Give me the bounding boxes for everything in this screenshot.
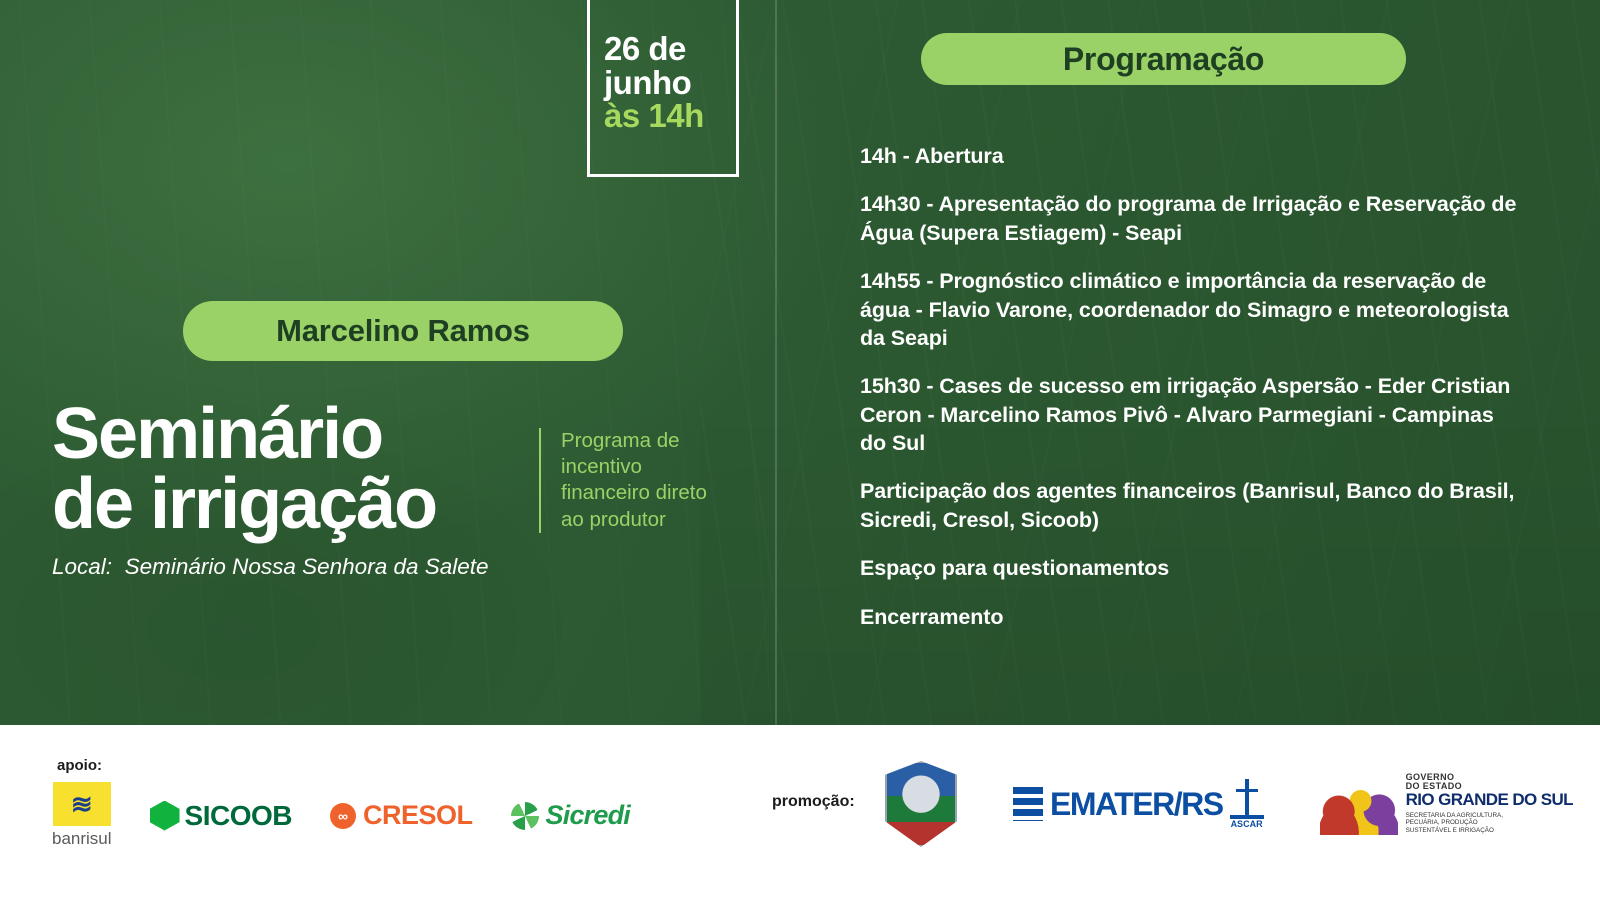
title-block — [52, 394, 762, 544]
promotion-label: promoção: — [772, 793, 855, 810]
governo-text-block — [1406, 773, 1573, 835]
sponsor-bar — [0, 725, 1600, 900]
emater-tower-icon — [1230, 779, 1264, 819]
title-line-1: Seminário — [52, 394, 383, 474]
cresol-label: CRESOL — [363, 800, 473, 830]
governo-faces-icon — [1320, 773, 1398, 835]
emater-bars-icon — [1013, 787, 1043, 821]
emater-ascar-label: ASCAR — [1230, 819, 1263, 829]
schedule-item: 14h - Abertura — [860, 144, 1004, 168]
governo-rs-logo — [1320, 773, 1573, 835]
subtitle-line-4: ao produtor — [561, 507, 666, 531]
city-badge-label: Marcelino Ramos — [276, 313, 530, 348]
venue-line — [52, 554, 489, 580]
sicoob-hex-icon — [150, 801, 180, 831]
coat-of-arms-icon — [885, 761, 957, 847]
schedule-item: Encerramento — [860, 604, 1004, 629]
banrisul-label: banrisul — [52, 829, 112, 848]
venue-label: Local: — [52, 554, 113, 579]
emater-label: EMATER/RS — [1050, 785, 1223, 822]
date-line-1: 26 de — [604, 30, 686, 68]
cresol-infinity-icon: ∞ — [330, 803, 356, 829]
title-line-2: de irrigação — [52, 463, 437, 544]
cresol-logo — [330, 800, 473, 831]
schedule-item: 15h30 - Cases de sucesso em irrigação Aspersão - Eder Cristian Ceron - Marcelino Ramos Pivô - Alvaro Parmegiani - Campinas do Sul — [860, 374, 1511, 455]
sicredi-logo — [511, 800, 630, 831]
schedule-list — [860, 142, 1520, 651]
municipal-coat-of-arms-logo — [885, 761, 957, 847]
sicredi-fan-icon — [511, 802, 539, 830]
date-line-3: às 14h — [604, 97, 704, 135]
subtitle-line-1: Programa de — [561, 429, 680, 452]
sicoob-label: SICOOB — [184, 799, 293, 831]
sicredi-label: Sicredi — [545, 800, 630, 830]
governo-line-2: DO ESTADO — [1405, 781, 1463, 792]
emater-rs-logo — [1013, 779, 1264, 829]
banrisul-mark: ≋ — [53, 782, 111, 826]
support-label: apoio: — [57, 757, 102, 774]
promotion-logos — [885, 761, 1573, 847]
subtitle-line-2: incentivo — [561, 455, 642, 479]
support-logos — [52, 782, 630, 849]
program-badge — [921, 33, 1406, 85]
schedule-item: 14h30 - Apresentação do programa de Irrigação e Reservação de Água (Supera Estiagem) - Seapi — [860, 192, 1517, 245]
schedule-item: 14h55 - Prognóstico climático e importância da reservação de água - Flavio Varone, coordenador do Simagro e meteorologista da Seapi — [860, 269, 1509, 350]
subtitle-line-3: financeiro direto — [561, 481, 707, 505]
governo-secretariat-line: SECRETARIA DA AGRICULTURA, PECUÁRIA, PRODUÇÃO SUSTENTÁVEL E IRRIGAÇÃO — [1405, 811, 1503, 835]
city-badge — [183, 301, 623, 361]
event-date-box — [587, 0, 739, 177]
banrisul-logo — [52, 782, 112, 849]
schedule-item: Participação dos agentes financeiros (Banrisul, Banco do Brasil, Sicredi, Cresol, Sicoob) — [860, 479, 1515, 532]
governo-line-3: RIO GRANDE DO SUL — [1405, 790, 1573, 810]
schedule-item: Espaço para questionamentos — [860, 556, 1170, 581]
date-line-2: junho — [604, 63, 692, 101]
venue-value: Seminário Nossa Senhora da Salete — [124, 554, 489, 579]
governo-line-1: GOVERNO — [1405, 771, 1455, 782]
sicoob-logo — [150, 800, 292, 832]
program-badge-label: Programação — [1062, 40, 1265, 77]
vertical-divider — [775, 0, 777, 740]
subtitle-block — [539, 428, 771, 533]
